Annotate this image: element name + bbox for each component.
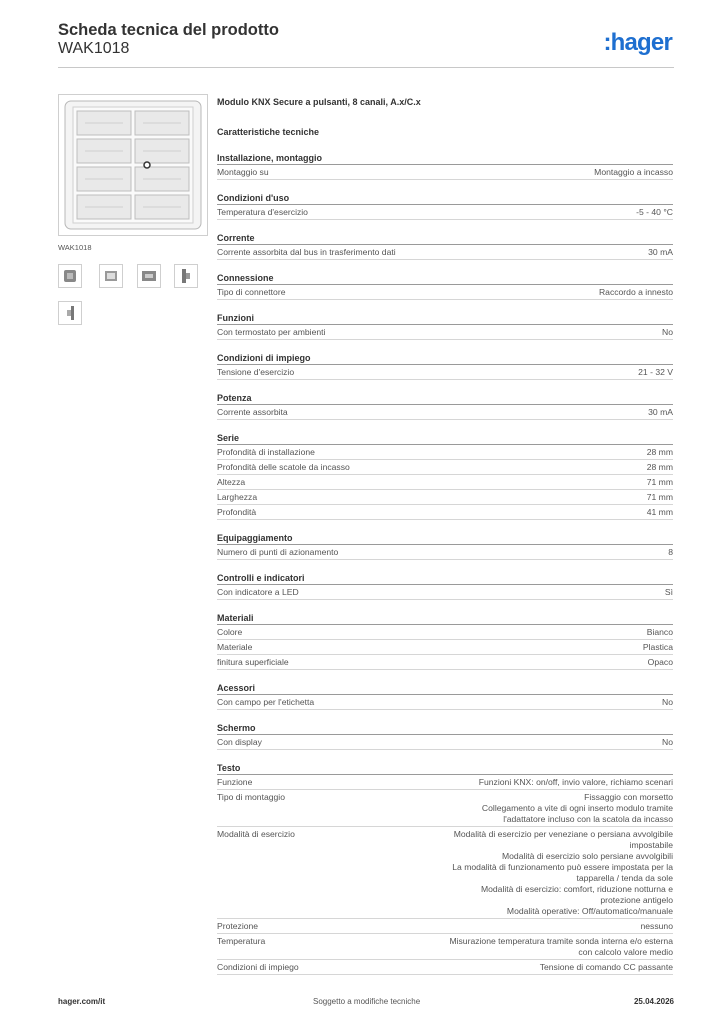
section-spacer [217, 180, 673, 192]
spec-section [217, 532, 673, 560]
spec-label: Profondità di installazione [217, 447, 315, 457]
spec-section [217, 272, 673, 300]
section-spacer [217, 420, 673, 432]
spec-column [217, 96, 673, 975]
spec-value: nessuno [640, 921, 673, 931]
spec-row [217, 585, 673, 600]
spec-value: Misurazione temperatura tramite sonda interna e/o esterna con calcolo valore medio [449, 936, 673, 957]
product-name: Modulo KNX Secure a pulsanti, 8 canali, A.x/C.x [217, 97, 421, 107]
spec-label: Numero di punti di azionamento [217, 547, 339, 557]
spec-value: Modalità di esercizio per veneziane o persiana avvolgibile impostabile Modalità di esercizio solo persiane avvolgibili La modalità di funzionamento può essere impostata per la tapparella / tenda da sole Modalità di esercizio: comfort, riduzione notturna e protezione antigelo Modalità operative: Off/automatico/manuale [452, 829, 673, 916]
section-spacer [217, 600, 673, 612]
spec-value: 71 mm [646, 477, 673, 487]
spec-label: Corrente assorbita [217, 407, 288, 417]
technical-characteristics-heading: Caratteristiche tecniche [217, 127, 320, 137]
spec-row [217, 165, 673, 180]
spec-label: Profondità [217, 507, 257, 517]
spec-value: 21 - 32 V [638, 367, 673, 377]
spec-value: 30 mA [648, 247, 673, 257]
spec-label: Temperatura [217, 936, 266, 946]
spec-row [217, 934, 673, 960]
spec-value: Opaco [647, 657, 673, 667]
spec-section [217, 432, 673, 520]
section-title: Testo [217, 762, 673, 775]
spec-value: 71 mm [646, 492, 673, 502]
spec-row [217, 405, 673, 420]
section-title: Condizioni di impiego [217, 352, 673, 365]
spec-label: Larghezza [217, 492, 258, 502]
section-spacer [217, 670, 673, 682]
section-title: Funzioni [217, 312, 673, 325]
spec-value: No [662, 327, 673, 337]
spec-label: Profondità delle scatole da incasso [217, 462, 350, 472]
spec-row [217, 445, 673, 460]
spec-section [217, 572, 673, 600]
spec-value: 28 mm [646, 447, 673, 457]
front-view-icon[interactable] [58, 264, 82, 288]
section-title: Serie [217, 432, 673, 445]
section-spacer [217, 380, 673, 392]
section-spacer [217, 520, 673, 532]
spec-label: Con indicatore a LED [217, 587, 299, 597]
section-spacer [217, 260, 673, 272]
spec-row [217, 655, 673, 670]
spec-row [217, 775, 673, 790]
section-title: Corrente [217, 232, 673, 245]
spec-row [217, 735, 673, 750]
spec-value: 28 mm [646, 462, 673, 472]
spec-label: Tipo di connettore [217, 287, 286, 297]
section-title: Materiali [217, 612, 673, 625]
spec-value: 8 [668, 547, 673, 557]
footer-date: 25.04.2026 [633, 997, 674, 1006]
spec-row [217, 625, 673, 640]
spec-label: Funzione [217, 777, 253, 787]
spec-row [217, 475, 673, 490]
spec-row [217, 919, 673, 934]
spec-row [217, 640, 673, 655]
spec-row [217, 245, 673, 260]
spec-label: Modalità di esercizio [217, 829, 295, 839]
spec-row [217, 285, 673, 300]
spec-label: Protezione [217, 921, 259, 931]
spec-section [217, 392, 673, 420]
spec-row [217, 490, 673, 505]
spec-label: Materiale [217, 642, 253, 652]
spec-value: 41 mm [646, 507, 673, 517]
spec-value: Plastica [642, 642, 673, 652]
spec-row [217, 205, 673, 220]
spec-value: Raccordo a innesto [598, 287, 673, 297]
spec-value: Montaggio a incasso [594, 167, 673, 177]
spec-row [217, 325, 673, 340]
spec-section [217, 352, 673, 380]
spec-section [217, 232, 673, 260]
spec-label: Con termostato per ambienti [217, 327, 326, 337]
section-title: Controlli e indicatori [217, 572, 673, 585]
section-spacer [217, 220, 673, 232]
section-spacer [217, 710, 673, 722]
profile-view-icon[interactable] [174, 264, 198, 288]
spec-label: Corrente assorbita dal bus in trasferimento dati [217, 247, 396, 257]
spec-row [217, 545, 673, 560]
document-title: Scheda tecnica del prodotto [58, 21, 279, 39]
image-caption: WAK1018 [58, 243, 92, 252]
module-view-icon[interactable] [137, 264, 161, 288]
spec-section [217, 682, 673, 710]
spec-section [217, 152, 673, 180]
section-spacer [217, 560, 673, 572]
spec-value: Sì [664, 587, 673, 597]
spec-label: Colore [217, 627, 243, 637]
spec-row [217, 460, 673, 475]
section-title: Installazione, montaggio [217, 152, 673, 165]
spec-value: Bianco [646, 627, 673, 637]
spec-label: Tipo di montaggio [217, 792, 285, 802]
spec-section [217, 612, 673, 670]
spec-row [217, 790, 673, 827]
spec-sections [217, 152, 673, 975]
section-title: Condizioni d'uso [217, 192, 673, 205]
spec-row [217, 365, 673, 380]
spec-row [217, 960, 673, 975]
section-spacer [217, 340, 673, 352]
spec-label: Temperatura d'esercizio [217, 207, 308, 217]
spec-label: Condizioni di impiego [217, 962, 299, 972]
spec-section [217, 312, 673, 340]
section-title: Connessione [217, 272, 673, 285]
footer-note: Soggetto a modifiche tecniche [313, 997, 421, 1006]
section-spacer [217, 300, 673, 312]
spec-value: No [662, 737, 673, 747]
spec-section [217, 762, 673, 975]
spec-section [217, 192, 673, 220]
spec-label: Altezza [217, 477, 246, 487]
spec-row [217, 695, 673, 710]
spec-label: Con display [217, 737, 262, 747]
spec-label: Tensione d'esercizio [217, 367, 295, 377]
push-button-module-drawing [59, 95, 207, 235]
spec-label: finitura superficiale [217, 657, 289, 667]
product-image [58, 94, 208, 236]
spec-row [217, 505, 673, 520]
spec-value: Tensione di comando CC passante [539, 962, 673, 972]
spec-value: Fissaggio con morsetto Collegamento a vite di ogni inserto modulo tramite l'adattatore incluso con la scatola da incasso [481, 792, 673, 824]
spec-label: Con campo per l'etichetta [217, 697, 315, 707]
spec-section [217, 722, 673, 750]
spec-row [217, 827, 673, 919]
product-code: WAK1018 [58, 40, 130, 57]
header-divider [58, 67, 674, 68]
spec-label: Montaggio su [217, 167, 269, 177]
section-title: Potenza [217, 392, 673, 405]
edge-view-icon[interactable] [58, 301, 82, 325]
section-spacer [217, 750, 673, 762]
spec-value: 30 mA [648, 407, 673, 417]
website-link[interactable]: hager.com/it [58, 997, 106, 1006]
section-title: Acessori [217, 682, 673, 695]
spec-value: No [662, 697, 673, 707]
hager-logo: :hager [603, 29, 672, 56]
spec-value: Funzioni KNX: on/off, invio valore, richiamo scenari [478, 777, 673, 787]
section-title: Schermo [217, 722, 673, 735]
spec-value: -5 - 40 °C [636, 207, 673, 217]
section-title: Equipaggiamento [217, 532, 673, 545]
side-view-icon[interactable] [99, 264, 123, 288]
page-header [58, 20, 674, 70]
